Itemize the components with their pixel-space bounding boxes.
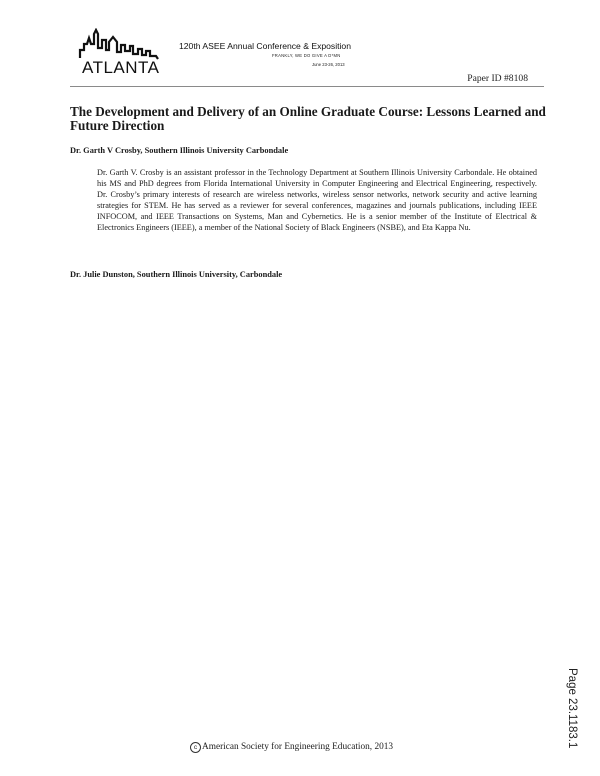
author-name: Dr. Julie Dunston, Southern Illinois University, Carbondale [70,270,283,279]
copyright-icon: c [190,742,201,753]
conference-title: 120th ASEE Annual Conference & Exposition [179,41,351,51]
logo-wordmark: ATLANTA [82,58,160,77]
paper-title: The Development and Delivery of an Online Graduate Course: Lessons Learned and Future Direction [70,104,546,133]
header-divider [70,86,544,87]
atlanta-skyline-icon [78,28,178,60]
conference-tagline: FRANKLY, WE DO GIVE A D*MN [272,53,341,58]
conference-date: June 23-26, 2013 [312,62,345,67]
page-number: Page 23.1183.1 [566,668,578,749]
copyright-footer [190,742,393,753]
author-bio: Dr. Garth V. Crosby is an assistant professor in the Technology Department at Southern Illinois University Carbondale. He obtained his MS and PhD degrees from Florida International University in Computer Engineering and Electrical Engineering, respectively. Dr. Crosby’s primary interests of research are wireless networks, wireless sensor networks, network security and active learning strategies for STEM. He has served as a reviewer for several conferences, magazines and journals publications, including IEEE INFOCOM, and IEEE Transactions on Systems, Man and Cybernetics. He is a senior member of the Institute of Electrical & Electronics Engineers (IEEE), a member of the National Society of Black Engineers (NSBE), and Eta Kappa Nu. [97,168,537,232]
copyright-text: American Society for Engineering Education, 2013 [202,742,394,752]
author-name: Dr. Garth V Crosby, Southern Illinois University Carbondale [70,146,289,155]
paper-id: Paper ID #8108 [467,73,528,84]
